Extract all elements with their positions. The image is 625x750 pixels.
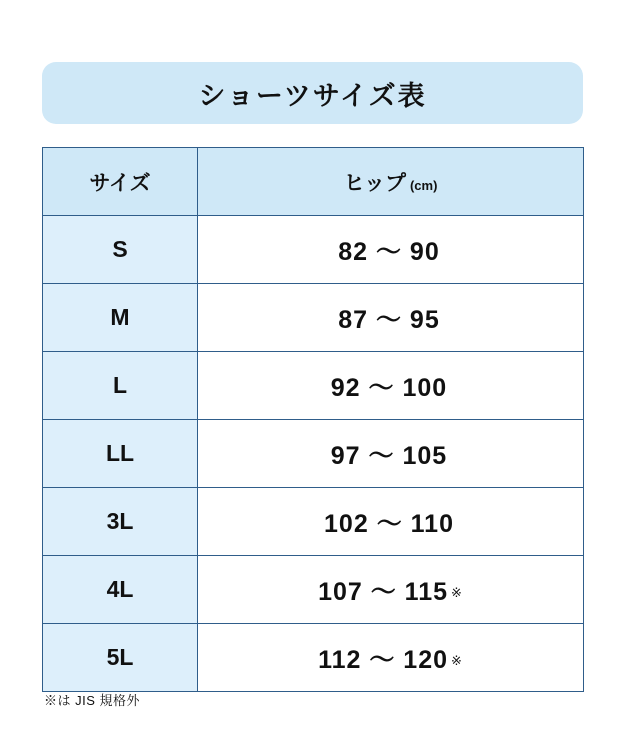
cell-size: L [43,352,198,420]
cell-hip-mark: ※ [451,652,463,668]
size-table [42,147,584,692]
table-row [43,556,584,624]
column-header-hip [198,148,584,216]
column-header-hip-unit: (cm) [409,177,438,193]
table-row [43,284,584,352]
cell-hip-value: 92 〜 100 [330,373,448,402]
column-header-hip-label: ヒップ [343,171,406,195]
cell-hip-value: 87 〜 95 [338,305,440,334]
cell-hip-value: 82 〜 90 [338,237,440,266]
cell-size: M [43,284,198,352]
cell-hip [198,420,584,488]
cell-size: LL [43,420,198,488]
table-row [43,488,584,556]
title-banner [42,62,583,124]
table-row [43,216,584,284]
cell-hip-value: 112 〜 120 [318,645,449,674]
cell-size: 4L [43,556,198,624]
cell-hip [198,556,584,624]
cell-hip-mark: ※ [451,584,463,600]
cell-hip [198,284,584,352]
footnote: ※は JIS 規格外 [44,693,141,708]
table-header-row [43,148,584,216]
cell-hip [198,624,584,692]
table-row [43,420,584,488]
table-row [43,624,584,692]
cell-hip-value: 97 〜 105 [330,441,448,470]
cell-hip-value: 107 〜 115 [318,577,449,606]
page-title: ショーツサイズ表 [198,80,427,111]
cell-size: S [43,216,198,284]
cell-hip [198,488,584,556]
table-row [43,352,584,420]
cell-size: 3L [43,488,198,556]
cell-hip [198,352,584,420]
cell-hip-value: 102 〜 110 [324,509,454,538]
cell-size: 5L [43,624,198,692]
cell-hip [198,216,584,284]
column-header-size: サイズ [43,148,198,216]
